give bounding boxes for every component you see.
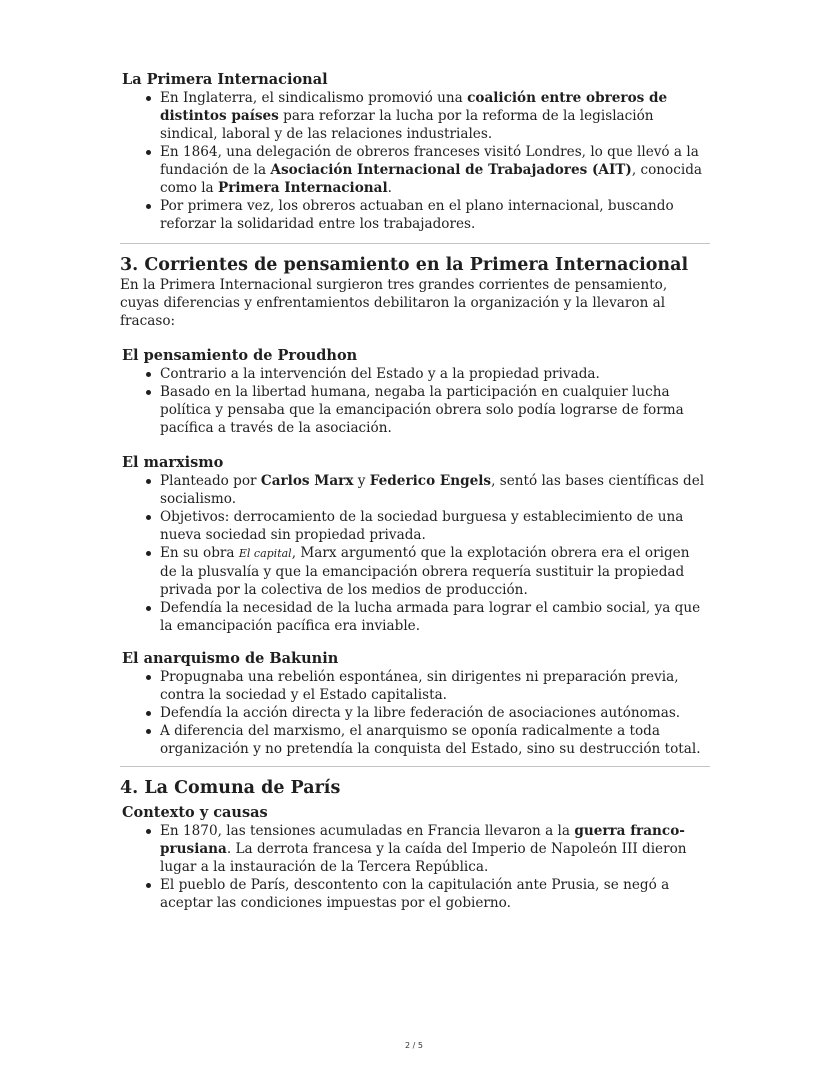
heading-marxismo: El marxismo (122, 454, 224, 471)
text: Por primera vez, los obreros actuaban en el plano internacional, buscando reforzar la solidaridad entre los trabajadores. (160, 198, 674, 232)
text: , Marx argumentó que la explotación obrera era el origen de la plusvalía y que la emancipación obrera requería sustituir la propiedad privada por la colectiva de los medios de producción. (160, 545, 690, 598)
text: En Inglaterra, el sindicalismo promovió una (160, 90, 468, 106)
section-heading-comuna: 4. La Comuna de París (120, 778, 341, 798)
document-page (120, 70, 710, 912)
bold-text: Federico Engels (369, 473, 492, 489)
section-heading-corrientes: 3. Corrientes de pensamiento en la Primera Internacional (120, 255, 689, 275)
bold-text: Asociación Internacional de Trabajadores (AIT) (270, 162, 632, 178)
text: En 1864, una delegación de obreros franceses visitó Londres, lo que llevó a la fundación de la (160, 144, 699, 178)
heading-contexto-causas: Contexto y causas (122, 804, 268, 821)
book-title: El capital (238, 547, 292, 560)
list-item: A diferencia del marxismo, el anarquismo se oponía radicalmente a toda organización y no pretendía la conquista del Estado, sino su destrucción total. (160, 722, 710, 758)
list-item (160, 89, 710, 143)
bold-text: coalición entre obreros de distintos países (160, 90, 668, 124)
text: . (387, 180, 392, 196)
list-item (160, 544, 710, 599)
list-item: Basado en la libertad humana, negaba la participación en cualquier lucha política y pensaba que la emancipación obrera solo podía lograrse de forma pacífica a través de la asociación. (160, 383, 710, 437)
heading-primera-internacional: La Primera Internacional (122, 71, 328, 88)
bold-text: guerra franco-prusiana (160, 823, 685, 857)
list-item: Propugnaba una rebelión espontánea, sin dirigentes ni preparación previa, contra la sociedad y el Estado capitalista. (160, 668, 710, 704)
text: y (353, 473, 370, 489)
text: En 1870, las tensiones acumuladas en Francia llevaron a la (160, 823, 575, 839)
bullet-list-comuna (120, 822, 710, 912)
text: , sentó las bases científicas del socialismo. (160, 473, 705, 507)
text: Planteado por (160, 473, 261, 489)
bullet-list-bakunin (120, 668, 710, 758)
list-item (160, 197, 710, 233)
list-item: Contrario a la intervención del Estado y a la propiedad privada. (160, 365, 710, 383)
bold-text: Primera Internacional (217, 180, 388, 196)
list-item (160, 822, 710, 876)
text: . La derrota francesa y la caída del Imperio de Napoleón III dieron lugar a la instauración de la Tercera República. (160, 841, 687, 875)
list-item: Objetivos: derrocamiento de la sociedad burguesa y establecimiento de una nueva sociedad sin propiedad privada. (160, 508, 710, 544)
heading-bakunin: El anarquismo de Bakunin (122, 650, 339, 667)
list-item (160, 143, 710, 197)
list-item: Defendía la acción directa y la libre federación de asociaciones autónomas. (160, 704, 710, 722)
list-item (160, 472, 710, 508)
text: , conocida como la (160, 162, 703, 196)
intro-paragraph: En la Primera Internacional surgieron tres grandes corrientes de pensamiento, cuyas diferencias y enfrentamientos debilitaron la organización y la llevaron al fracaso: (120, 277, 668, 329)
text: para reforzar la lucha por la reforma de la legislación sindical, laboral y de las relaciones industriales. (160, 108, 654, 142)
bullet-list-proudhon (120, 365, 710, 437)
page-number: 2 / 5 (405, 1041, 423, 1050)
text: En su obra (160, 545, 239, 561)
heading-proudhon: El pensamiento de Proudhon (122, 347, 358, 364)
bullet-list-primera-internacional (120, 89, 710, 233)
list-item: Defendía la necesidad de la lucha armada para lograr el cambio social, ya que la emancipación pacífica era inviable. (160, 599, 710, 635)
list-item: El pueblo de París, descontento con la capitulación ante Prusia, se negó a aceptar las condiciones impuestas por el gobierno. (160, 876, 710, 912)
bold-text: Carlos Marx (260, 473, 354, 489)
bullet-list-marxismo (120, 472, 710, 635)
